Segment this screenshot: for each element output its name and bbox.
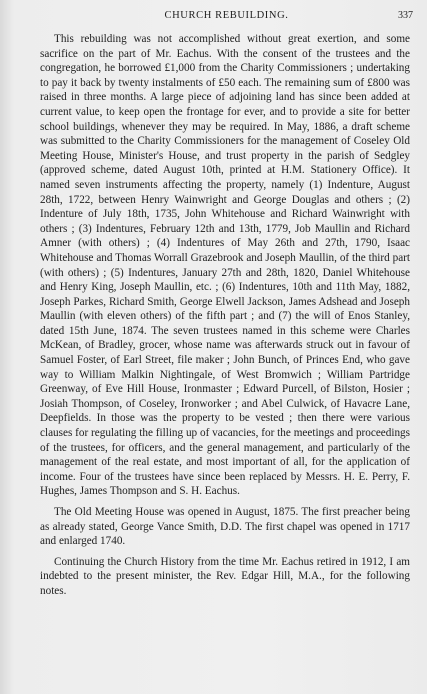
page-body [40,32,410,599]
page-header [40,10,413,26]
paragraph-church-history: Continuing the Church History from the time Mr. Eachus retired in 1912, I am indebted to the present minister, the Rev. Edgar Hill, M.A., for the following notes. [40,555,410,597]
paragraph-old-meeting-house: The Old Meeting House was opened in August, 1875. The first preacher being as already stated, George Vance Smith, D.D. The first chapel was opened in 1717 and enlarged 1740. [40,506,410,548]
paragraph-rebuilding: This rebuilding was not accomplished without great exertion, and some sacrifice on the part of Mr. Eachus. With the consent of the trustees and the congregation, he borrowed £1,000 from the Charity Commissioners ; undertaking to pay it back by twenty instalments of £50 each. The remaining sum of £800 was raised in three months. A large piece of adjoining land has since been added at current value, to keep open the frontage for ever, and to provide a site for better school buildings, whenever they may be required. In May, 1886, a draft scheme was submitted to the Charity Commissioners for the management of Coseley Old Meeting House, Minister's House, and trust property in the parish of Sedgley (approved scheme, dated August 10th, printed at H.M. Stationery Office). It named seven instruments affecting the property, namely (1) Indenture, August 28th, 1722, between Henry Wainwright and George Douglas and others ; (2) Indenture of July 18th, 1735, John Whitehouse and Richard Wainwright with others ; (3) Indentures, February 12th and 13th, 1779, Job Maullin and Richard Amner (with others) ; (4) Indentures of May 26th and 27th, 1790, Isaac Whitehouse and Thomas Worrall Grazebrook and Joseph Maullin, of the third part (with others) ; (5) Indentures, January 27th and 28th, 1820, Daniel Whitehouse and Henry King, Joseph Maullin, etc. ; (6) Indentures, 10th and 11th May, 1882, Joseph Parkes, Richard Smith, George Elwell Jackson, James Adshead and Joseph Maullin (with eleven others) of the fifth part ; and (7) the will of Enos Stanley, dated 15th June, 1874. The seven trustees named in this scheme were Charles McKean, of Bradley, grocer, whose name was afterwards struck out in favour of Samuel Foster, of Earl Street, file maker ; John Bunch, of Princes End, who gave way to William Malkin Nightingale, of West Bromwich ; William Partridge Greenway, of Eve Hill House, Ironmaster ; Edward Purcell, of Bilston, Hosier ; Josiah Thompson, of Coseley, Ironworker ; and Abel Culwick, of Havacre Lane, Deepfields. In those was the property to be vested ; then there were various clauses for regulating the filling up of vacancies, for the meetings and proceedings of the trustees, for officers, and the general management, and particularly of the management of the real estate, and most important of all, for the application of income. Four of the trustees have since been replaced by Messrs. H. E. Perry, F. Hughes, James Thompson and S. H. Eachus. [40,33,410,498]
page-number: 337 [398,10,413,21]
running-title: CHURCH REBUILDING. [164,10,289,21]
